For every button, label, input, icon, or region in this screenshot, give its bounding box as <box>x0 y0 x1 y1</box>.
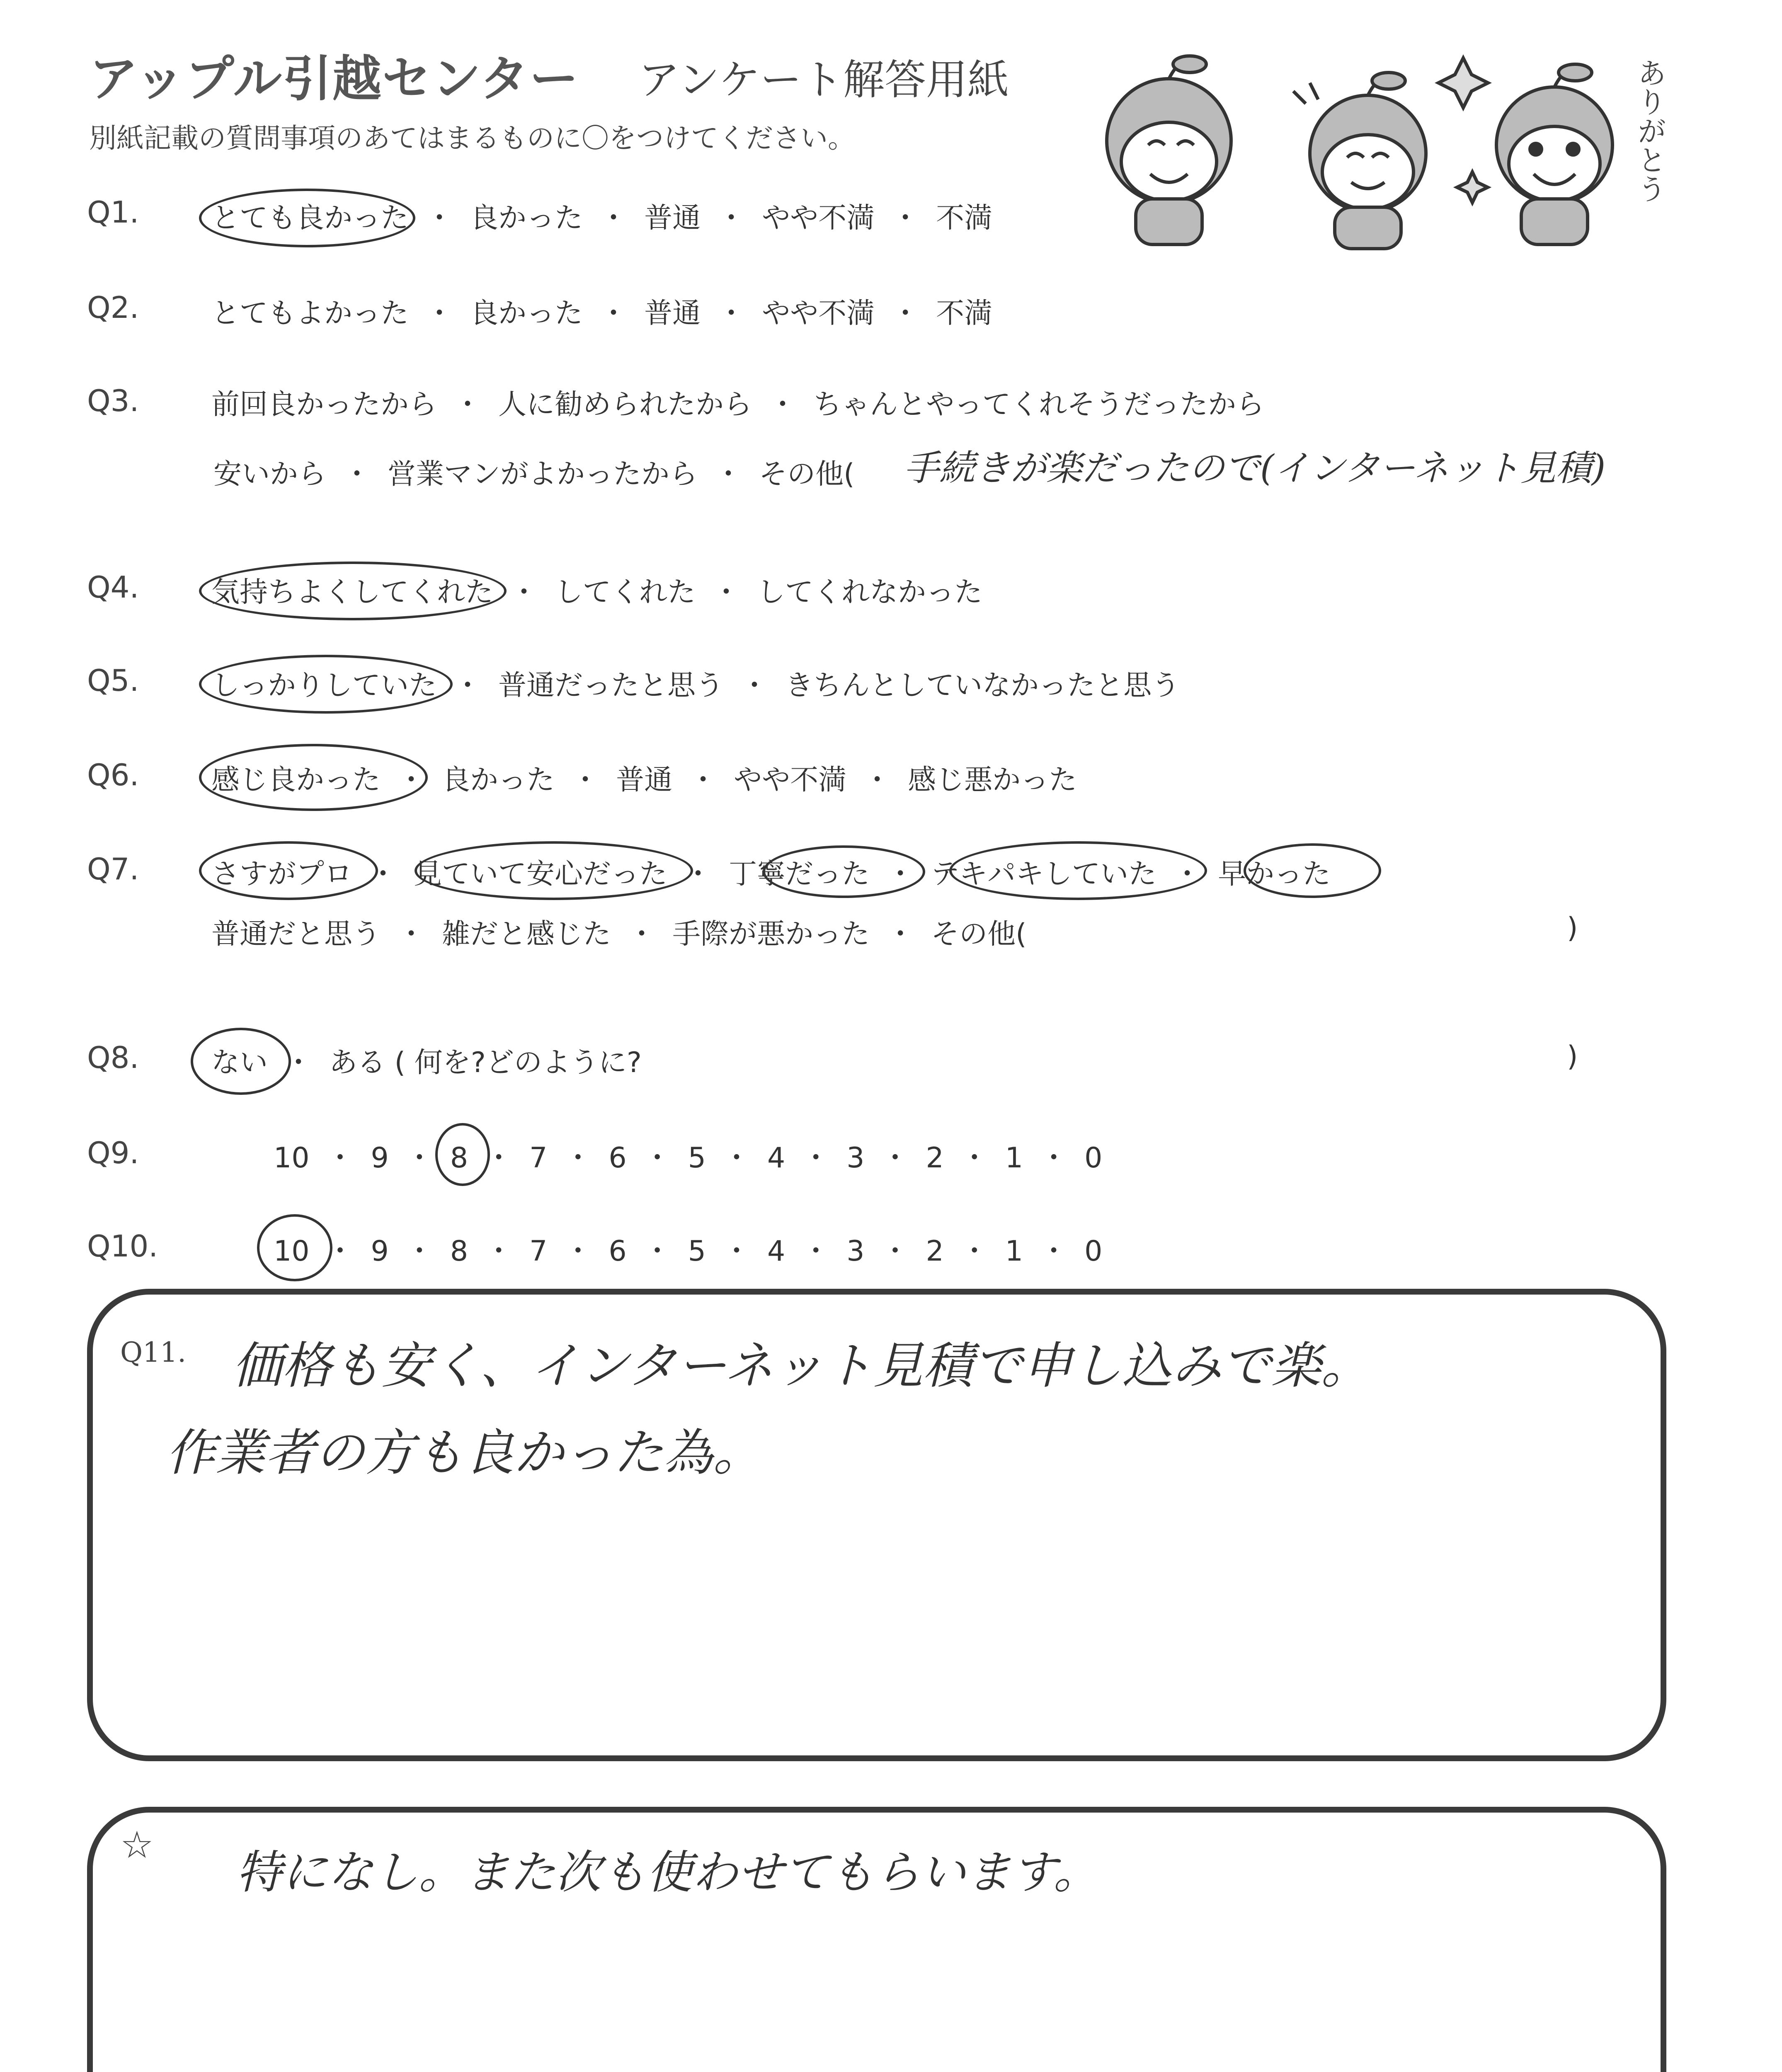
q8-close-paren: ) <box>1567 1040 1578 1073</box>
q1-label: Q1. <box>87 195 139 230</box>
q9-selection-circle <box>435 1123 490 1186</box>
q2-label: Q2. <box>87 290 139 325</box>
q4-option[interactable]: してくれた <box>555 576 696 609</box>
star-icon: ☆ <box>120 1823 154 1867</box>
q9-scale: 10 ・ 9 ・ 8 ・ 7 ・ 6 ・ 5 ・ 4 ・ 3 ・ 2 ・ 1 ・ 0 <box>274 1142 1103 1174</box>
q9-option[interactable]: 7 <box>529 1142 548 1174</box>
q9-option[interactable]: 4 <box>767 1142 786 1174</box>
instructions: 別紙記載の質問事項のあてはまるものに〇をつけてください。 <box>89 122 855 154</box>
q7-option[interactable]: 見ていて安心だった <box>414 858 668 891</box>
q2-option[interactable]: 普通 <box>644 297 701 330</box>
q4-option[interactable]: してくれなかった <box>757 576 983 609</box>
q10-option[interactable]: 9 <box>371 1235 389 1268</box>
q3-option[interactable]: 前回良かったから <box>211 388 437 421</box>
q1-selection-circle <box>199 189 415 247</box>
q10-option[interactable]: 3 <box>846 1235 865 1268</box>
q10-label: Q10. <box>87 1229 158 1264</box>
q7-label: Q7. <box>87 852 139 886</box>
q10-option[interactable]: 5 <box>688 1235 706 1268</box>
q2-option[interactable]: やや不満 <box>762 297 875 330</box>
company-name: アップル引越センター <box>89 50 579 107</box>
q7-option[interactable]: さすがプロ <box>211 858 353 891</box>
q5-option[interactable]: 普通だったと思う <box>498 669 724 702</box>
q10-option[interactable]: 0 <box>1084 1235 1103 1268</box>
q5-option[interactable]: きちんとしていなかったと思う <box>785 669 1180 702</box>
q7-close-paren: ) <box>1567 912 1578 944</box>
q7-option[interactable]: 早かった <box>1218 858 1331 891</box>
q9-option[interactable]: 0 <box>1084 1142 1103 1174</box>
q6-label: Q6. <box>87 758 139 792</box>
q6-option[interactable]: 感じ悪かった <box>908 764 1077 796</box>
mascot-illustration <box>1078 41 1666 257</box>
q7-option[interactable]: 雑だと感じた <box>442 918 611 951</box>
q4-selection-circle <box>199 562 507 620</box>
q3-label: Q3. <box>87 383 139 418</box>
q1-option[interactable]: 良かった <box>470 202 583 235</box>
q11-handwritten-line2: 作業者の方も良かった為。 <box>166 1424 763 1482</box>
q5-label: Q5. <box>87 663 139 698</box>
q7-selection-circle <box>1244 843 1381 898</box>
q8-selection-circle <box>191 1028 291 1095</box>
q10-option[interactable]: 1 <box>1005 1235 1023 1268</box>
q5-selection-circle <box>199 655 453 714</box>
q6-option[interactable]: 感じ良かった <box>211 764 381 796</box>
q7-selection-circle <box>199 841 378 900</box>
q6-option[interactable]: 良かった <box>442 764 555 796</box>
q2-option[interactable]: 良かった <box>470 297 583 330</box>
q9-option[interactable]: 1 <box>1005 1142 1023 1174</box>
q9-option[interactable]: 9 <box>371 1142 389 1174</box>
q10-option[interactable]: 8 <box>450 1235 468 1268</box>
form-title: アンケート解答用紙 <box>638 56 1009 104</box>
q9-option[interactable]: 5 <box>688 1142 706 1174</box>
q4-options: 気持ちよくしてくれた ・ してくれた ・ してくれなかった <box>211 576 983 609</box>
q4-label: Q4. <box>87 570 139 605</box>
mascot-thanks-text: ありがとう <box>1633 58 1667 203</box>
q2-options: とてもよかった ・ 良かった ・ 普通 ・ やや不満 ・ 不満 <box>211 297 993 330</box>
q9-option[interactable]: 8 <box>450 1142 468 1174</box>
q7-option[interactable]: 丁寧だった <box>729 858 870 891</box>
q10-option[interactable]: 6 <box>609 1235 627 1268</box>
q8-options: ない ・ ある ( 何を?どのように? <box>211 1046 642 1079</box>
q7-option[interactable]: 手際が悪かった <box>672 918 870 951</box>
q3-option[interactable]: 人に勧められたから <box>498 388 752 421</box>
q8-label: Q8. <box>87 1040 139 1075</box>
q9-option[interactable]: 6 <box>609 1142 627 1174</box>
q5-option[interactable]: しっかりしていた <box>211 669 437 702</box>
q1-option[interactable]: 不満 <box>936 202 993 235</box>
q1-option[interactable]: とても良かった <box>211 202 409 235</box>
q4-option[interactable]: 気持ちよくしてくれた <box>211 576 494 609</box>
q3-option[interactable]: 安いから <box>213 458 327 491</box>
q6-options: 感じ良かった ・ 良かった ・ 普通 ・ やや不満 ・ 感じ悪かった <box>211 764 1077 796</box>
q2-option[interactable]: とてもよかった <box>211 297 409 330</box>
q10-option[interactable]: 4 <box>767 1235 786 1268</box>
q10-option[interactable]: 10 <box>274 1235 310 1268</box>
q3-option[interactable]: 営業マンがよかったから <box>388 458 698 491</box>
q7-selection-circle <box>415 841 693 900</box>
q1-options: とても良かった ・ 良かった ・ 普通 ・ やや不満 ・ 不満 <box>211 202 993 235</box>
star-box-handwritten: 特になし。また次も使わせてもらいます。 <box>236 1846 1099 1899</box>
q8-option[interactable]: ある ( 何を?どのように? <box>329 1046 642 1079</box>
q11-handwritten-line1: 価格も安く、インターネット見積で申し込みで楽。 <box>232 1337 1371 1395</box>
q2-option[interactable]: 不満 <box>936 297 993 330</box>
q6-option[interactable]: やや不満 <box>734 764 847 796</box>
q3-option[interactable]: その他( <box>759 458 855 491</box>
q10-option[interactable]: 2 <box>926 1235 944 1268</box>
q6-selection-circle <box>199 744 428 811</box>
q1-option[interactable]: やや不満 <box>762 202 875 235</box>
q10-scale: 10 ・ 9 ・ 8 ・ 7 ・ 6 ・ 5 ・ 4 ・ 3 ・ 2 ・ 1 ・ 0 <box>274 1235 1103 1268</box>
q10-option[interactable]: 7 <box>529 1235 548 1268</box>
q1-option[interactable]: 普通 <box>644 202 701 235</box>
q7-option[interactable]: その他( <box>931 918 1027 951</box>
q5-options: しっかりしていた ・ 普通だったと思う ・ きちんとしていなかったと思う <box>211 669 1180 702</box>
q3-other-handwritten: 手続きが楽だったので(インターネット見積) <box>904 448 1606 489</box>
q7-selection-circle <box>949 841 1207 900</box>
q8-option[interactable]: ない <box>211 1046 268 1079</box>
q7-option[interactable]: テキパキしていた <box>931 858 1157 891</box>
q9-label: Q9. <box>87 1135 139 1170</box>
q6-option[interactable]: 普通 <box>616 764 673 796</box>
q10-selection-circle <box>257 1214 332 1281</box>
q7-selection-circle <box>763 845 925 898</box>
q3-options-row1: 前回良かったから ・ 人に勧められたから ・ ちゃんとやってくれそうだったから <box>211 388 1265 421</box>
q7-option[interactable]: 普通だと思う <box>211 918 381 951</box>
q7-options-row1: さすがプロ ・ 見ていて安心だった ・ 丁寧だった ・ テキパキしていた ・ 早かった <box>211 858 1331 891</box>
q9-option[interactable]: 10 <box>274 1142 310 1174</box>
q3-option[interactable]: ちゃんとやってくれそうだったから <box>813 388 1265 421</box>
q7-options-row2: 普通だと思う ・ 雑だと感じた ・ 手際が悪かった ・ その他( <box>211 918 1027 951</box>
q3-options-row2: 安いから ・ 営業マンがよかったから ・ その他( <box>213 458 855 491</box>
q9-option[interactable]: 3 <box>846 1142 865 1174</box>
q11-label: Q11. <box>120 1336 187 1368</box>
q9-option[interactable]: 2 <box>926 1142 944 1174</box>
